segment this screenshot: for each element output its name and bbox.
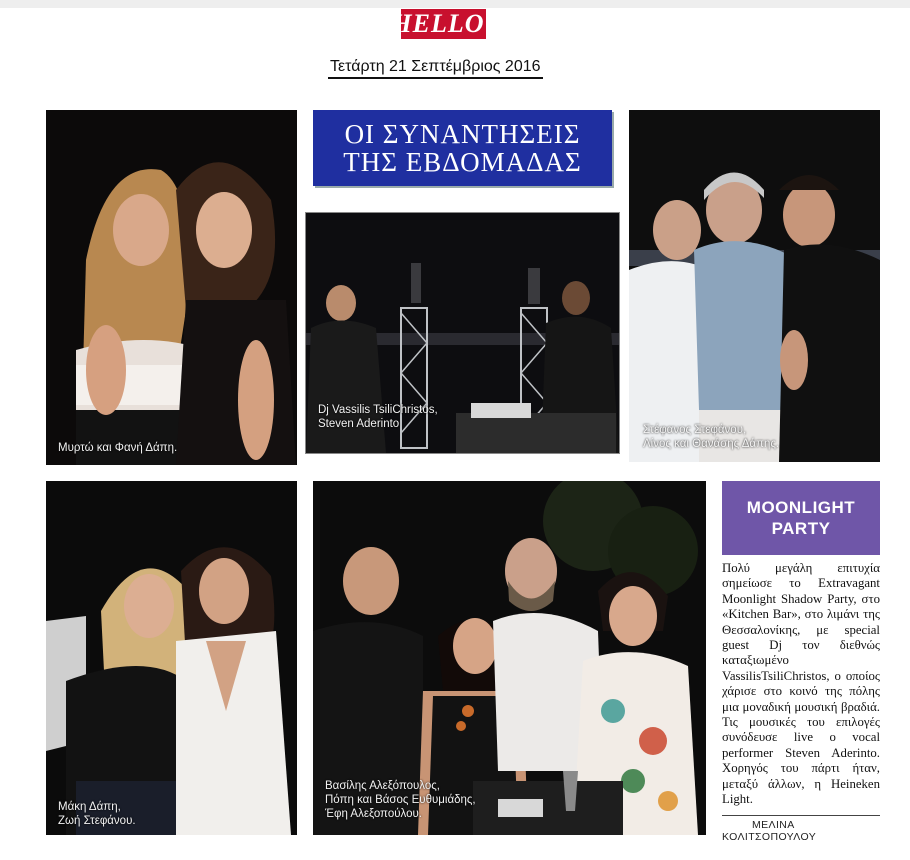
headline-banner <box>313 110 612 186</box>
caption-photo-4-line-1: Μάκη Δάπη, <box>58 801 121 813</box>
publication-date: Τετάρτη 21 Σεπτέμβριος 2016 <box>328 58 543 79</box>
article-text: Πολύ μεγάλη επιτυχία σημείωσε το Extravagant Moonlight Shadow Party, στο «Kitchen Bar», στο λιμάνι της Θεσσαλονίκης, με special guest Dj τον διεθνώς καταξιωμένο VassilisTsiliChristos, ο οποίος χάρισε στο κοινό της πόλης μια μοναδική μουσική βραδιά. Τις μουσικές του επιλογές συνόδευσε live ο vocal performer Steven Aderinto. Χορηγός του πάρτι ήταν, μεταξύ άλλων, η Heineken Light. <box>722 561 880 807</box>
moonlight-title-line-2: PARTY <box>771 519 831 538</box>
caption-photo-2-line-1: Dj Vassilis TsiliChristos, <box>318 404 438 416</box>
caption-photo-4-line-2: Ζωή Στεφάνου. <box>58 815 136 827</box>
caption-photo-5-line-1: Βασίλης Αλεξόπουλος, <box>325 780 441 792</box>
caption-photo-2-line-2: Steven Aderinto <box>318 418 400 430</box>
author-name: ΜΕΛΙΝΑ ΚΟΛΙΤΣΟΠΟΥΛΟΥ <box>722 819 817 843</box>
caption-photo-5-line-2: Πόπη και Βάσος Ευθυμιάδης, <box>325 794 476 806</box>
caption-photo-3 <box>643 423 779 451</box>
moonlight-title-line-1: MOONLIGHT <box>746 498 856 517</box>
caption-photo-1: Μυρτώ και Φανή Δάπη. <box>58 442 178 454</box>
caption-photo-4 <box>58 800 136 828</box>
moonlight-party-header <box>722 481 880 555</box>
author-byline <box>722 815 880 843</box>
hello-logo <box>391 9 496 39</box>
photo-dj <box>305 212 620 454</box>
photo-alexopoulos-efthymiadis <box>313 481 706 835</box>
photo-4-image <box>46 481 297 835</box>
headline-line-2: ΤΗΣ ΕΒΔΟΜΑΔΑΣ <box>343 147 582 177</box>
top-band <box>0 0 910 8</box>
photo-3-image <box>629 110 880 462</box>
photo-stefanos-linos-thanasis <box>629 110 880 462</box>
photo-maki-zoi <box>46 481 297 835</box>
photo-1-image <box>46 110 297 465</box>
caption-photo-2 <box>318 403 438 431</box>
caption-photo-5-line-3: Έφη Αλεξοπούλου. <box>325 808 422 820</box>
caption-photo-3-line-2: Λίνος και Θανάσης Δάπης. <box>643 438 780 450</box>
caption-photo-5 <box>325 779 476 821</box>
logo-text: HELLO! <box>391 9 496 38</box>
headline-line-1: ΟΙ ΣΥΝΑΝΤΗΣΕΙΣ <box>344 119 581 149</box>
caption-photo-3-line-1: Στέφανος Στεφάνου, <box>643 424 747 436</box>
photo-myrto-fani <box>46 110 297 465</box>
